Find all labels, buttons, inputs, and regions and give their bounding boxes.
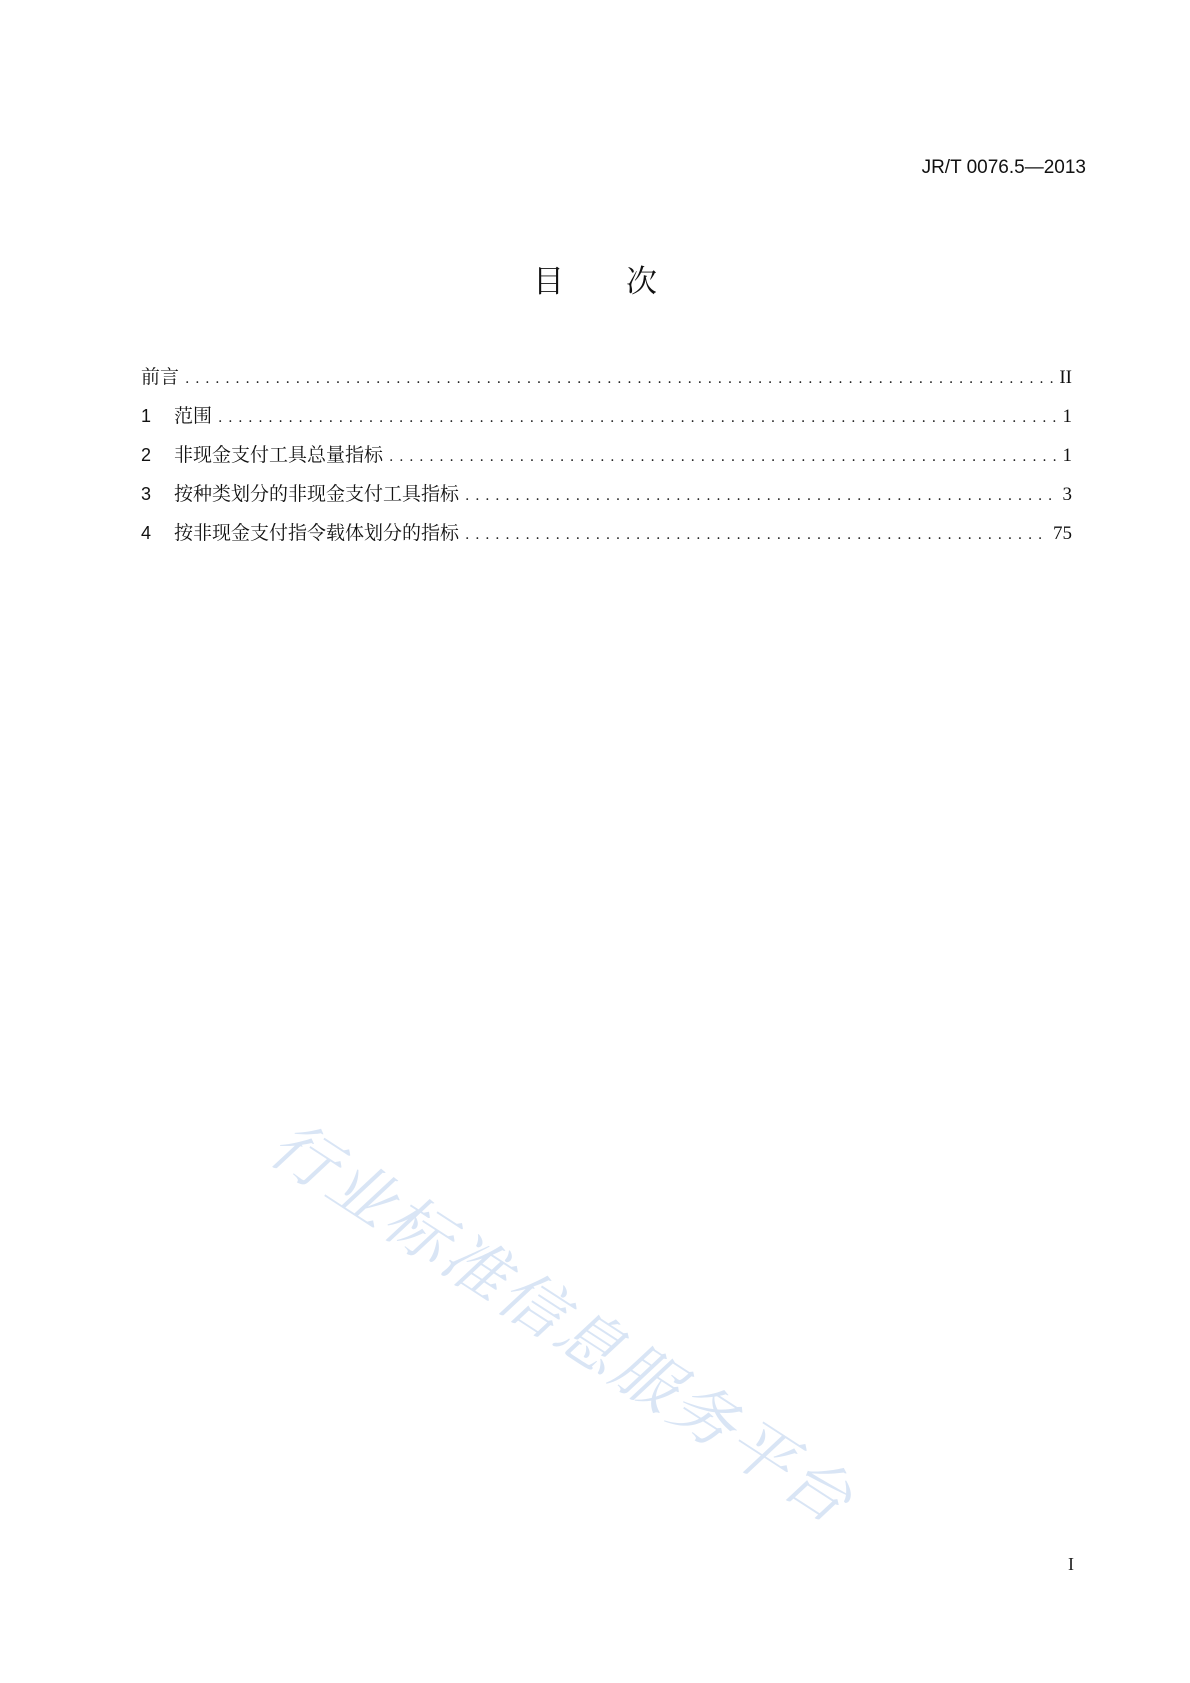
toc-page-number: II (1059, 367, 1072, 388)
toc-dot-leader (465, 516, 1047, 555)
toc-page-number: 1 (1062, 445, 1072, 466)
toc-entry-number: 3 (141, 484, 152, 504)
toc-entry-2[interactable] (141, 436, 1072, 475)
toc-entry-title: 按非现金支付指令载体划分的指标 (174, 522, 460, 544)
toc-entry-preface[interactable] (141, 358, 1072, 397)
toc-dot-leader (218, 399, 1056, 438)
toc-entry-title: 范围 (174, 405, 213, 427)
toc-entry-number: 1 (141, 406, 152, 426)
toc-entry-3[interactable] (141, 475, 1072, 514)
document-code: JR/T 0076.5—2013 (921, 157, 1086, 178)
toc-entry-4[interactable] (141, 514, 1072, 553)
toc-page-number: 3 (1062, 484, 1072, 505)
page-title: 目次 (533, 264, 719, 300)
footer-page-number: I (1068, 1554, 1074, 1574)
watermark: 行业标准信息服务平台 (256, 1107, 868, 1540)
toc-page-number: 1 (1062, 406, 1072, 427)
table-of-contents (141, 358, 1072, 553)
toc-entry-1[interactable] (141, 397, 1072, 436)
toc-entry-number: 2 (141, 445, 152, 465)
toc-dot-leader (185, 360, 1053, 399)
toc-page-number: 75 (1053, 523, 1072, 544)
toc-dot-leader (389, 438, 1056, 477)
toc-entry-title: 按种类划分的非现金支付工具指标 (174, 483, 460, 505)
toc-entry-title: 非现金支付工具总量指标 (174, 444, 384, 466)
toc-entry-number: 4 (141, 523, 152, 543)
toc-dot-leader (465, 477, 1056, 516)
toc-entry-title: 前言 (141, 366, 180, 388)
